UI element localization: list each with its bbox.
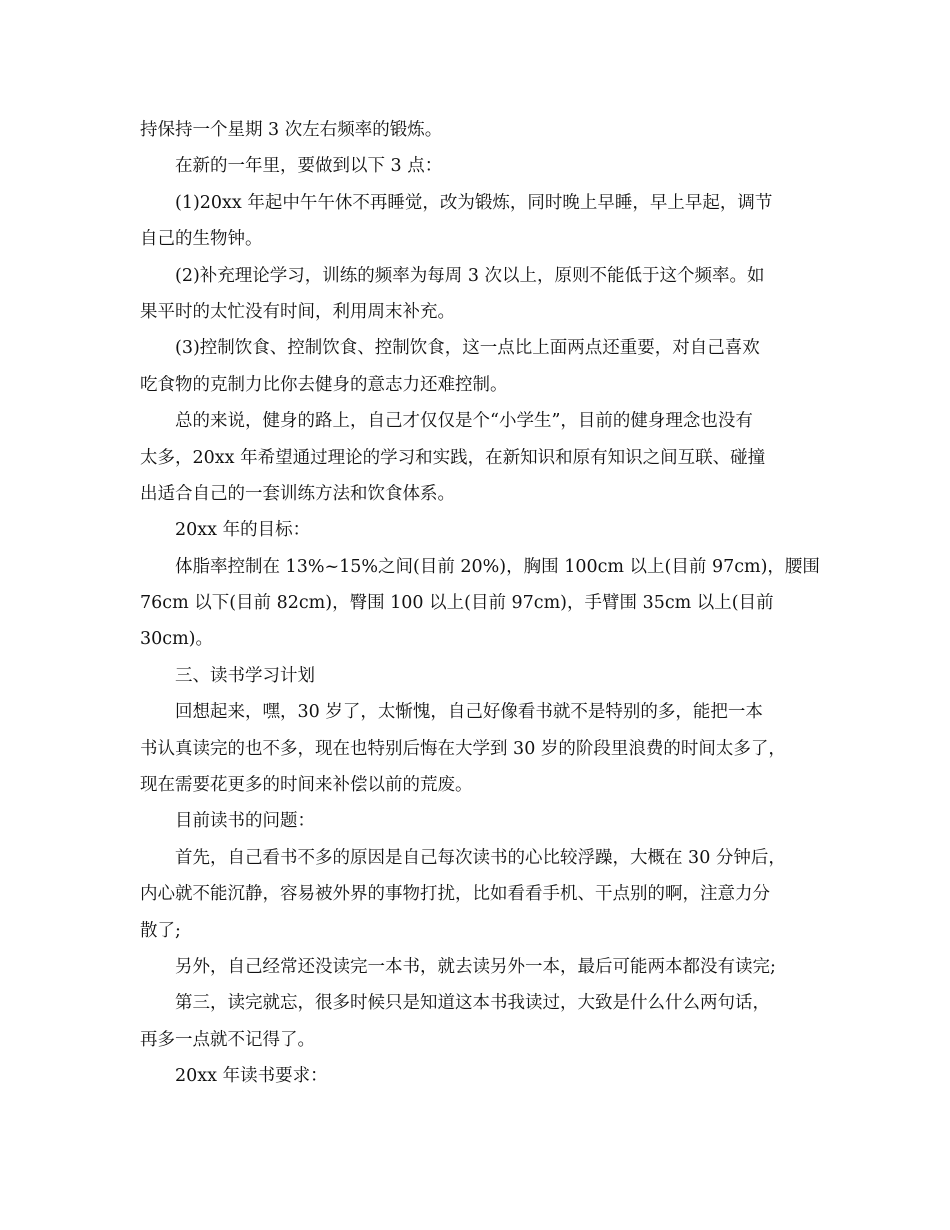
document-body [140,112,830,1095]
text-line: 目前读书的问题： [175,811,315,832]
text-line: 另外，自己经常还没读完一本书，就去读另外一本，最后可能两本都没有读完; [175,956,776,977]
text-line: 第三，读完就忘，很多时候只是知道这本书我读过，大致是什么什么两句话， [175,993,770,1014]
text-line: 持保持一个星期 3 次左右频率的锻炼。 [140,120,443,140]
text-line: 76cm 以下(目前 82cm)，臀围 100 以上(目前 97cm)，手臂围 35cm 以上(目前 [140,593,774,614]
text-line: (2)补充理论学习，训练的频率为每周 3 次以上，原则不能低于这个频率。如 [175,265,765,286]
text-line: 再多一点就不记得了。 [140,1029,315,1050]
text-line: (1)20xx 年起中午午休不再睡觉，改为锻炼，同时晚上早睡，早上早起，调节 [175,192,773,213]
text-line: 总的来说，健身的路上，自己才仅仅是个“小学生”，目前的健身理念也没有 [175,411,753,432]
text-line: 体脂率控制在 13%~15%之间(目前 20%)，胸围 100cm 以上(目前 97cm)，腰围 [175,556,820,577]
text-line: 三、读书学习计划 [175,665,315,686]
text-line: 吃食物的克制力比你去健身的意志力还难控制。 [140,374,508,395]
text-line: 太多，20xx 年希望通过理论的学习和实践，在新知识和原有知识之间互联、碰撞 [140,447,766,468]
text-line: 散了; [140,920,181,941]
text-line: 在新的一年里，要做到以下 3 点： [175,156,443,177]
text-line: 出适合自己的一套训练方法和饮食体系。 [140,483,455,504]
text-line: 果平时的太忙没有时间，利用周末补充。 [140,301,455,322]
text-line: 内心就不能沉静，容易被外界的事物打扰，比如看看手机、干点别的啊，注意力分 [140,884,770,905]
text-line: 30cm)。 [140,629,213,650]
text-line: 自己的生物钟。 [140,229,263,250]
text-line: 20xx 年读书要求： [175,1066,328,1087]
text-line: 现在需要花更多的时间来补偿以前的荒废。 [140,775,473,796]
text-line: 书认真读完的也不多，现在也特别后悔在大学到 30 岁的阶段里浪费的时间太多了， [140,738,786,759]
text-line: (3)控制饮食、控制饮食、控制饮食，这一点比上面两点还重要，对自己喜欢 [175,338,760,359]
text-line: 首先，自己看书不多的原因是自己每次读书的心比较浮躁，大概在 30 分钟后， [175,847,786,868]
text-line: 20xx 年的目标： [175,520,311,541]
text-line: 回想起来，嘿，30 岁了，太惭愧，自己好像看书就不是特别的多，能把一本 [175,702,763,723]
